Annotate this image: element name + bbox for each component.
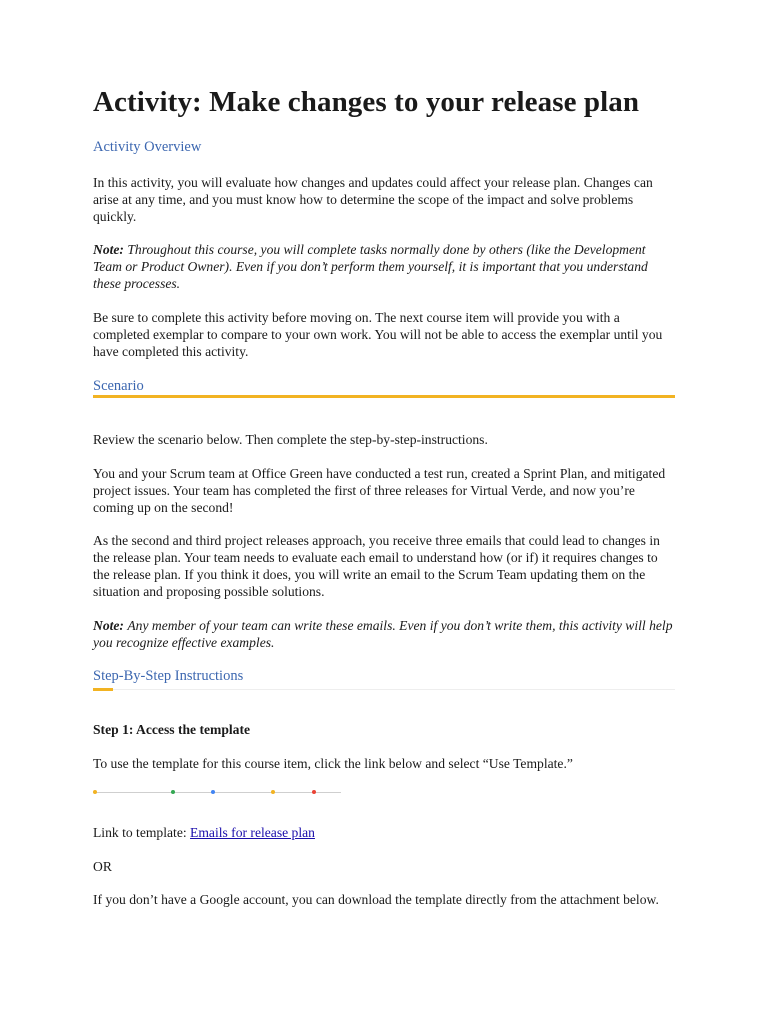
activity-overview-heading: Activity Overview	[93, 139, 202, 155]
note-label: Note:	[93, 242, 124, 257]
template-link-paragraph	[93, 824, 675, 841]
scenario-note-paragraph	[93, 617, 675, 651]
overview-complete-paragraph: Be sure to complete this activity before moving on. The next course item will provide you with a completed exemplar to compare to your own work. You will not be able to access the exemplar until you have completed this activity.	[93, 310, 663, 359]
step-by-step-divider-faint	[113, 689, 675, 690]
step-1-title: Step 1: Access the template	[93, 722, 251, 737]
link-prefix: Link to template:	[93, 825, 187, 840]
scenario-heading: Scenario	[93, 378, 144, 394]
download-paragraph: If you don’t have a Google account, you can download the template directly from the attachment below.	[93, 892, 659, 907]
step-by-step-heading: Step-By-Step Instructions	[93, 668, 244, 684]
page-title: Activity: Make changes to your release plan	[93, 86, 640, 118]
emails-template-link[interactable]: Emails for release plan	[190, 825, 315, 840]
note-label: Note:	[93, 618, 124, 633]
template-preview-dot-blue	[211, 790, 215, 794]
template-preview-dot-yellow	[93, 790, 97, 794]
note-text: Any member of your team can write these emails. Even if you don’t write them, this activity will help you recognize effective examples.	[93, 618, 673, 650]
template-preview-dot-green	[171, 790, 175, 794]
overview-intro-paragraph: In this activity, you will evaluate how changes and updates could affect your release plan. Changes can arise at any time, and you must know how to determine the scope of the impact and solve problems quickly.	[93, 175, 653, 224]
scenario-review-paragraph: Review the scenario below. Then complete the step-by-step-instructions.	[93, 432, 488, 447]
scenario-emails-paragraph: As the second and third project releases approach, you receive three emails that could lead to changes in the release plan. Your team needs to evaluate each email to understand how (or if) it requires changes to the release plan. If you think it does, you will write an email to the Scrum Team updating them on the situation and proposing possible solutions.	[93, 533, 660, 599]
template-preview-dot-red	[312, 790, 316, 794]
or-text: OR	[93, 859, 112, 874]
note-text: Throughout this course, you will complete tasks normally done by others (like the Development Team or Product Owner). Even if you don’t perform them yourself, it is important that you understand these processes.	[93, 242, 648, 291]
scenario-team-paragraph: You and your Scrum team at Office Green have conducted a test run, created a Sprint Plan, and mitigated project issues. Your team has completed the first of three releases for Virtual Verde, and now you’re coming up on the second!	[93, 466, 666, 515]
step-by-step-divider	[93, 688, 113, 691]
scenario-divider	[93, 395, 675, 398]
template-preview-dot-yellow	[271, 790, 275, 794]
step-1-paragraph: To use the template for this course item, click the link below and select “Use Template.”	[93, 756, 573, 771]
template-preview-rule	[93, 792, 341, 793]
overview-note-paragraph	[93, 241, 675, 292]
